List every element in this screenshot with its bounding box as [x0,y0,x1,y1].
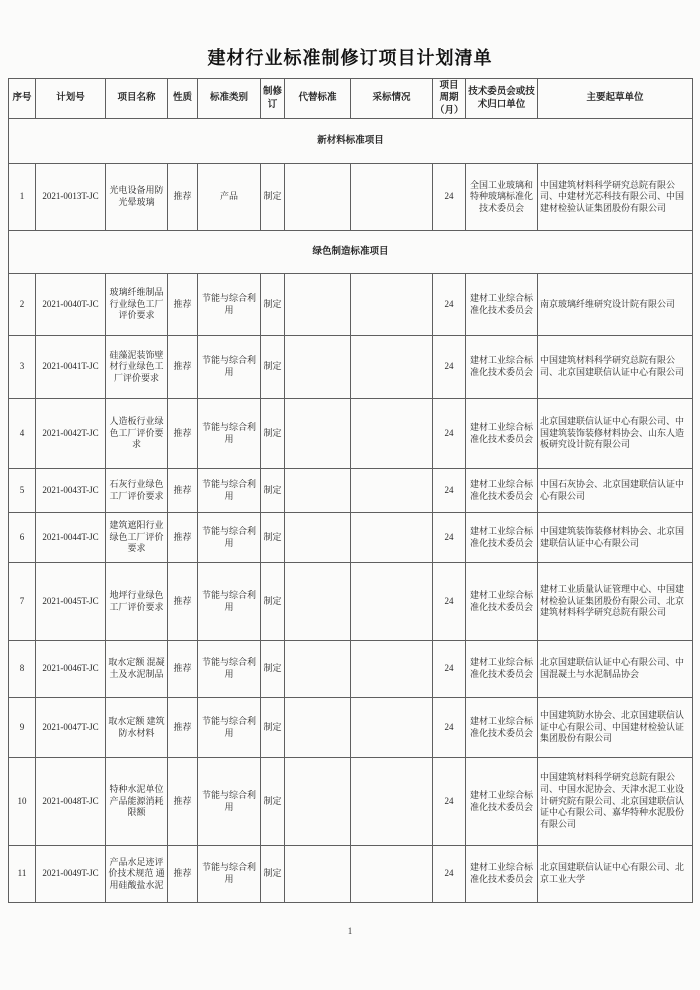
category-cell: 节能与综合利用 [198,469,261,513]
drafters-cell: 南京玻璃纤维研究设计院有限公司 [538,274,693,336]
drafters-cell: 建材工业质量认证管理中心、中国建材检验认证集团股份有限公司、北京建筑材料科学研究总院有限公司 [538,563,693,641]
table-row [9,164,693,231]
committee-cell: 建材工业综合标准化技术委员会 [466,336,538,399]
revision-type-cell: 制定 [261,641,285,698]
page-title: 建材行业标准制修订项目计划清单 [207,48,493,68]
project-name-cell: 石灰行业绿色工厂评价要求 [106,469,168,513]
col-header-revision-type: 制修订 [261,79,285,119]
table-row [9,846,693,903]
nature-cell: 推荐 [168,846,198,903]
plan-no-cell: 2021-0041T-JC [36,336,106,399]
drafters-cell: 中国建筑装饰装修材料协会、北京国建联信认证中心有限公司 [538,513,693,563]
col-header-nature: 性质 [168,79,198,119]
adoption-cell [351,164,433,231]
adoption-cell [351,698,433,758]
seq-cell: 10 [9,758,36,846]
plan-no-cell: 2021-0047T-JC [36,698,106,758]
section-label: 绿色制造标准项目 [9,231,693,274]
section-row-green-manufacturing [9,231,693,274]
adoption-cell [351,336,433,399]
revision-type-cell: 制定 [261,399,285,469]
plan-no-cell: 2021-0042T-JC [36,399,106,469]
drafters-cell: 中国建筑材料科学研究总院有限公司、中建材光芯科技有限公司、中国建材检验认证集团股份有限公司 [538,164,693,231]
replaced-standard-cell [285,758,351,846]
project-name-cell: 特种水泥单位产品能源消耗限额 [106,758,168,846]
seq-cell: 8 [9,641,36,698]
period-cell: 24 [433,563,466,641]
page-number: 1 [347,926,353,936]
project-name-cell: 地坪行业绿色工厂评价要求 [106,563,168,641]
category-cell: 节能与综合利用 [198,846,261,903]
nature-cell: 推荐 [168,698,198,758]
table-row [9,641,693,698]
committee-cell: 建材工业综合标准化技术委员会 [466,698,538,758]
category-cell: 产品 [198,164,261,231]
period-cell: 24 [433,513,466,563]
drafters-cell: 北京国建联信认证中心有限公司、中国混凝土与水泥制品协会 [538,641,693,698]
period-cell: 24 [433,274,466,336]
nature-cell: 推荐 [168,164,198,231]
project-name-cell: 光电设备用防光晕玻璃 [106,164,168,231]
seq-cell: 9 [9,698,36,758]
nature-cell: 推荐 [168,274,198,336]
revision-type-cell: 制定 [261,164,285,231]
table-row [9,336,693,399]
replaced-standard-cell [285,274,351,336]
project-name-cell: 建筑遮阳行业绿色工厂评价要求 [106,513,168,563]
period-cell: 24 [433,758,466,846]
committee-cell: 建材工业综合标准化技术委员会 [466,641,538,698]
drafters-cell: 中国建筑材料科学研究总院有限公司、中国水泥协会、天津水泥工业设计研究院有限公司、北京国建联信认证中心有限公司、嘉华特种水泥股份有限公司 [538,758,693,846]
col-header-project-name: 项目名称 [106,79,168,119]
category-cell: 节能与综合利用 [198,399,261,469]
adoption-cell [351,563,433,641]
revision-type-cell: 制定 [261,758,285,846]
replaced-standard-cell [285,164,351,231]
seq-cell: 4 [9,399,36,469]
replaced-standard-cell [285,846,351,903]
table-row [9,698,693,758]
table-row [9,469,693,513]
nature-cell: 推荐 [168,399,198,469]
replaced-standard-cell [285,399,351,469]
period-cell: 24 [433,698,466,758]
revision-type-cell: 制定 [261,274,285,336]
drafters-cell: 北京国建联信认证中心有限公司、北京工业大学 [538,846,693,903]
revision-type-cell: 制定 [261,469,285,513]
period-cell: 24 [433,641,466,698]
adoption-cell [351,513,433,563]
adoption-cell [351,469,433,513]
category-cell: 节能与综合利用 [198,274,261,336]
section-row-new-materials [9,119,693,164]
col-header-plan-no: 计划号 [36,79,106,119]
adoption-cell [351,758,433,846]
seq-cell: 1 [9,164,36,231]
replaced-standard-cell [285,513,351,563]
nature-cell: 推荐 [168,336,198,399]
committee-cell: 建材工业综合标准化技术委员会 [466,563,538,641]
nature-cell: 推荐 [168,758,198,846]
seq-cell: 3 [9,336,36,399]
plan-no-cell: 2021-0048T-JC [36,758,106,846]
replaced-standard-cell [285,698,351,758]
revision-type-cell: 制定 [261,846,285,903]
col-header-committee: 技术委员会或技术归口单位 [466,79,538,119]
col-header-drafters: 主要起草单位 [538,79,693,119]
table-row [9,513,693,563]
plan-no-cell: 2021-0040T-JC [36,274,106,336]
committee-cell: 建材工业综合标准化技术委员会 [466,469,538,513]
table-row [9,563,693,641]
project-name-cell: 取水定额 建筑防水材料 [106,698,168,758]
adoption-cell [351,846,433,903]
replaced-standard-cell [285,336,351,399]
plan-no-cell: 2021-0043T-JC [36,469,106,513]
col-header-replaced-standard: 代替标准 [285,79,351,119]
plan-no-cell: 2021-0013T-JC [36,164,106,231]
table-row [9,399,693,469]
table-header-row [9,79,693,119]
category-cell: 节能与综合利用 [198,513,261,563]
project-name-cell: 人造板行业绿色工厂评价要求 [106,399,168,469]
revision-type-cell: 制定 [261,698,285,758]
seq-cell: 7 [9,563,36,641]
nature-cell: 推荐 [168,469,198,513]
nature-cell: 推荐 [168,641,198,698]
nature-cell: 推荐 [168,563,198,641]
replaced-standard-cell [285,563,351,641]
drafters-cell: 中国建筑材料科学研究总院有限公司、北京国建联信认证中心有限公司 [538,336,693,399]
committee-cell: 建材工业综合标准化技术委员会 [466,399,538,469]
committee-cell: 全国工业玻璃和特种玻璃标准化技术委员会 [466,164,538,231]
period-cell: 24 [433,399,466,469]
category-cell: 节能与综合利用 [198,563,261,641]
adoption-cell [351,274,433,336]
drafters-cell: 北京国建联信认证中心有限公司、中国建筑装饰装修材料协会、山东人造板研究设计院有限公司 [538,399,693,469]
seq-cell: 5 [9,469,36,513]
revision-type-cell: 制定 [261,336,285,399]
period-cell: 24 [433,469,466,513]
drafters-cell: 中国石灰协会、北京国建联信认证中心有限公司 [538,469,693,513]
project-name-cell: 玻璃纤维制品行业绿色工厂评价要求 [106,274,168,336]
col-header-seq: 序号 [9,79,36,119]
plan-no-cell: 2021-0046T-JC [36,641,106,698]
committee-cell: 建材工业综合标准化技术委员会 [466,758,538,846]
drafters-cell: 中国建筑防水协会、北京国建联信认证中心有限公司、中国建材检验认证集团股份有限公司 [538,698,693,758]
category-cell: 节能与综合利用 [198,336,261,399]
nature-cell: 推荐 [168,513,198,563]
table-row [9,274,693,336]
period-cell: 24 [433,336,466,399]
committee-cell: 建材工业综合标准化技术委员会 [466,846,538,903]
category-cell: 节能与综合利用 [198,758,261,846]
revision-type-cell: 制定 [261,513,285,563]
category-cell: 节能与综合利用 [198,641,261,698]
col-header-period: 项目周期（月） [433,79,466,119]
project-name-cell: 取水定额 混凝土及水泥制品 [106,641,168,698]
period-cell: 24 [433,846,466,903]
plan-table [8,78,693,903]
committee-cell: 建材工业综合标准化技术委员会 [466,513,538,563]
plan-no-cell: 2021-0045T-JC [36,563,106,641]
replaced-standard-cell [285,641,351,698]
section-label: 新材料标准项目 [9,119,693,164]
adoption-cell [351,399,433,469]
project-name-cell: 硅藻泥装饰壁材行业绿色工厂评价要求 [106,336,168,399]
plan-no-cell: 2021-0044T-JC [36,513,106,563]
period-cell: 24 [433,164,466,231]
col-header-adoption: 采标情况 [351,79,433,119]
seq-cell: 2 [9,274,36,336]
adoption-cell [351,641,433,698]
table-row [9,758,693,846]
project-name-cell: 产品水足迹评价技术规范 通用硅酸盐水泥 [106,846,168,903]
col-header-category: 标准类别 [198,79,261,119]
category-cell: 节能与综合利用 [198,698,261,758]
plan-no-cell: 2021-0049T-JC [36,846,106,903]
replaced-standard-cell [285,469,351,513]
revision-type-cell: 制定 [261,563,285,641]
committee-cell: 建材工业综合标准化技术委员会 [466,274,538,336]
seq-cell: 6 [9,513,36,563]
seq-cell: 11 [9,846,36,903]
